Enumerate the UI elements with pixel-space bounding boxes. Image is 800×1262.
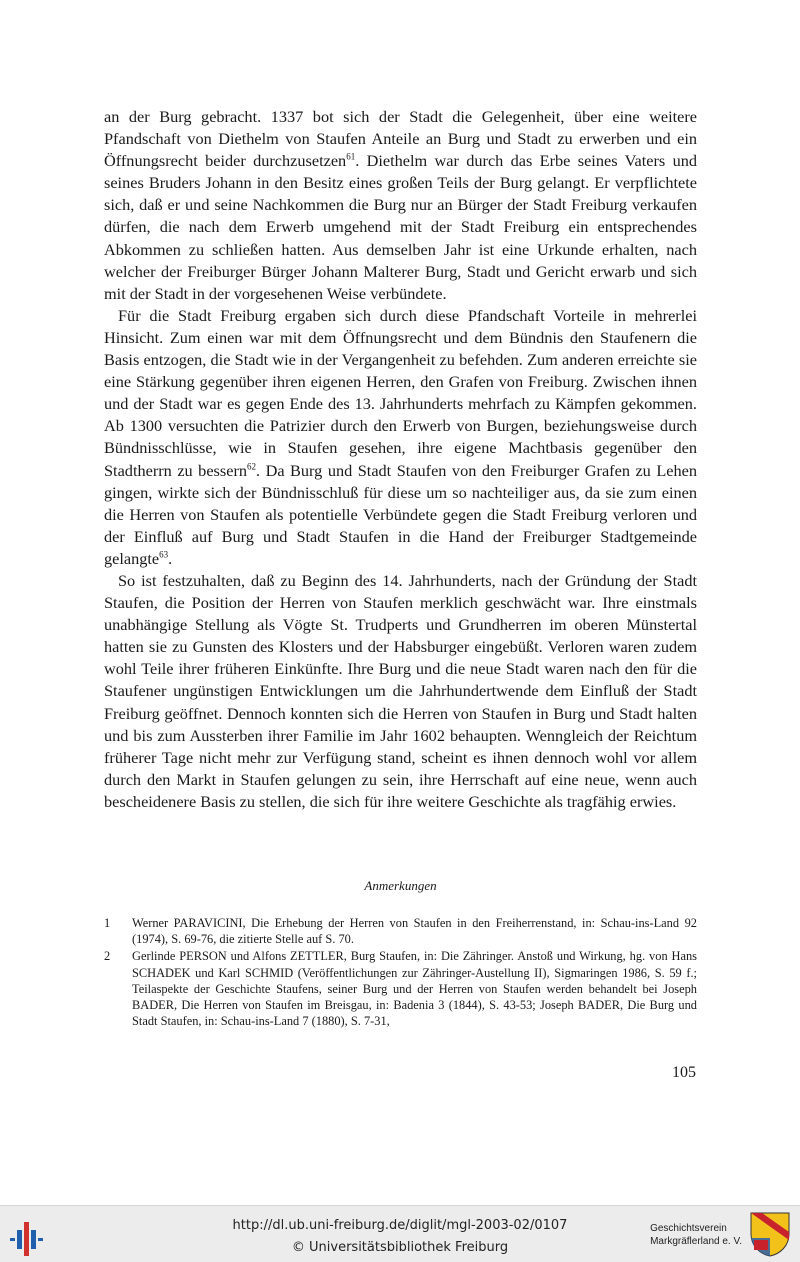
note-item [104, 948, 697, 1029]
notes-heading: Anmerkungen [364, 878, 437, 893]
note-item [104, 915, 697, 947]
main-text [104, 106, 697, 813]
society-name: Geschichtsverein Markgräflerland e. V. [650, 1223, 742, 1247]
paragraph-1: an der Burg gebracht. 1337 bot sich der Stadt die Gelegenheit, über eine weitere Pfandschaft von Diethelm von Staufen Anteile an Burg und Stadt zu erwerben und ein Öffnungsrecht beider durchzusetzen$^{61}$. Diethelm war durch das Erbe seines Vaters und seines Bruders Johann in den Besitz eines großen Teils der Burg gelangt. Er verpflichtete sich, daß er und seine Nachkommen die Burg nur an Bürger der Stadt Freiburg verkaufen dürfen, die nach dem Erwerb umgehend mit der Stadt Freiburg ein entsprechendes Abkommen zu schließen hatten. Aus demselben Jahr ist eine Urkunde erhalten, nach welcher der Freiburger Bürger Johann Malterer Burg, Stadt und Gericht erwarb und sich mit der Stadt in der vorgesehenen Weise verbündete. [104, 107, 697, 303]
paragraph-2: Für die Stadt Freiburg ergaben sich durch diese Pfandschaft Vorteile in mehrerlei Hinsicht. Zum einen war mit dem Öffnungsrecht und dem Bündnis den Staufenern die Basis entzogen, die Stadt wie in der Vergangenheit zu befehden. Zum anderen erreichte sie eine Stärkung gegenüber ihren eigenen Herren, den Grafen von Freiburg. Zwischen ihnen und der Stadt war es gegen Ende des 13. Jahrhunderts mehrfach zu Kämpfen gekommen. Ab 1300 versuchten die Patrizier durch den Erwerb von Burgen, beziehungsweise durch Bündnisschlüsse, wie in Staufen gesehen, ihre eigene Machtbasis gegenüber den Stadtherrn zu bessern$^{62}$. Da Burg und Stadt Staufen von den Freiburger Grafen zu Lehen gingen, wirkte sich der Bündnisschluß für diese um so nachteiliger aus, da sie zum einen die Herren von Staufen als potentielle Verbündete gegen die Stadt Freiburg verloren und der Einfluß auf Burg und Stadt Staufen in die Hand der Freiburger Stadtgemeinde gelangte$^{63}$. [104, 305, 697, 568]
footnote-ref-63[interactable]: 63 [159, 549, 169, 560]
copyright-text: © Universitätsbibliothek Freiburg [291, 1240, 509, 1255]
coat-of-arms-icon[interactable] [748, 1210, 792, 1258]
note-text: Gerlinde PERSON und Alfons ZETTLER, Burg Staufen, in: Die Zähringer. Anstoß und Wirkung, hg. von Hans SCHADEK und Karl SCHMID (Veröffentlichungen zur Zähringer-Austellung II), Sigmaringen 1986, S. 59 f.; Teilaspekte der Geschichte Staufens, seiner Burg und der Herren von Staufen werden behandelt bei Joseph BADER, Die Herren von Staufen im Breisgau, in: Badenia 3 (1844), S. 43-53; Joseph BADER, Die Burg und Stadt Staufen, in: Schau-ins-Land 7 (1880), S. 7-31, [132, 949, 697, 1029]
note-text: Werner PARAVICINI, Die Erhebung der Herren von Staufen in den Freiherrenstand, in: Schau-ins-Land 92 (1974), S. 69-76, die zitierte Stelle auf S. 70. [132, 916, 697, 947]
permalink-link[interactable]: http://dl.ub.uni-freiburg.de/diglit/mgl-2003-02/0107 [232, 1218, 568, 1233]
viewer-footer [0, 1205, 800, 1262]
note-number: 1 [104, 916, 111, 930]
note-number: 2 [104, 949, 111, 964]
notes-list [104, 915, 697, 1030]
paragraph-3: So ist festzuhalten, daß zu Beginn des 14. Jahrhunderts, nach der Gründung der Stadt Staufen, die Position der Herren von Staufen merklich geschwächt war. Ihre einstmals unabhängige Stellung als Vögte St. Trudperts und Grundherren im oberen Münstertal hatten sie zu Gunsten des Klosters und der Habsburger eingebüßt. Verloren waren zudem wohl Teile ihrer früheren Einkünfte. Ihre Burg und die neue Stadt waren nach den für die Staufener ungünstigen Entwicklungen um die Jahrhundertwende dem Einfluß der Stadt Freiburg geöffnet. Dennoch konnten sich die Herren von Staufen in Burg und Stadt halten und bis zum Aussterben ihrer Familie im Jahr 1602 behaupten. Wenngleich der Reichtum früherer Tage nicht mehr zur Verfügung stand, scheint es ihnen dennoch wohl vor allem durch den Markt in Staufen gelungen zu sein, ihre Herrschaft auf eine neue, wenn auch bescheidenere Basis zu stellen, die sich für ihre weitere Geschichte als tragfähig erwies. [104, 570, 697, 811]
footnote-ref-62[interactable]: 62 [247, 461, 257, 472]
footnote-ref-61[interactable]: 61 [346, 151, 356, 162]
page-number: 105 [672, 1064, 696, 1081]
